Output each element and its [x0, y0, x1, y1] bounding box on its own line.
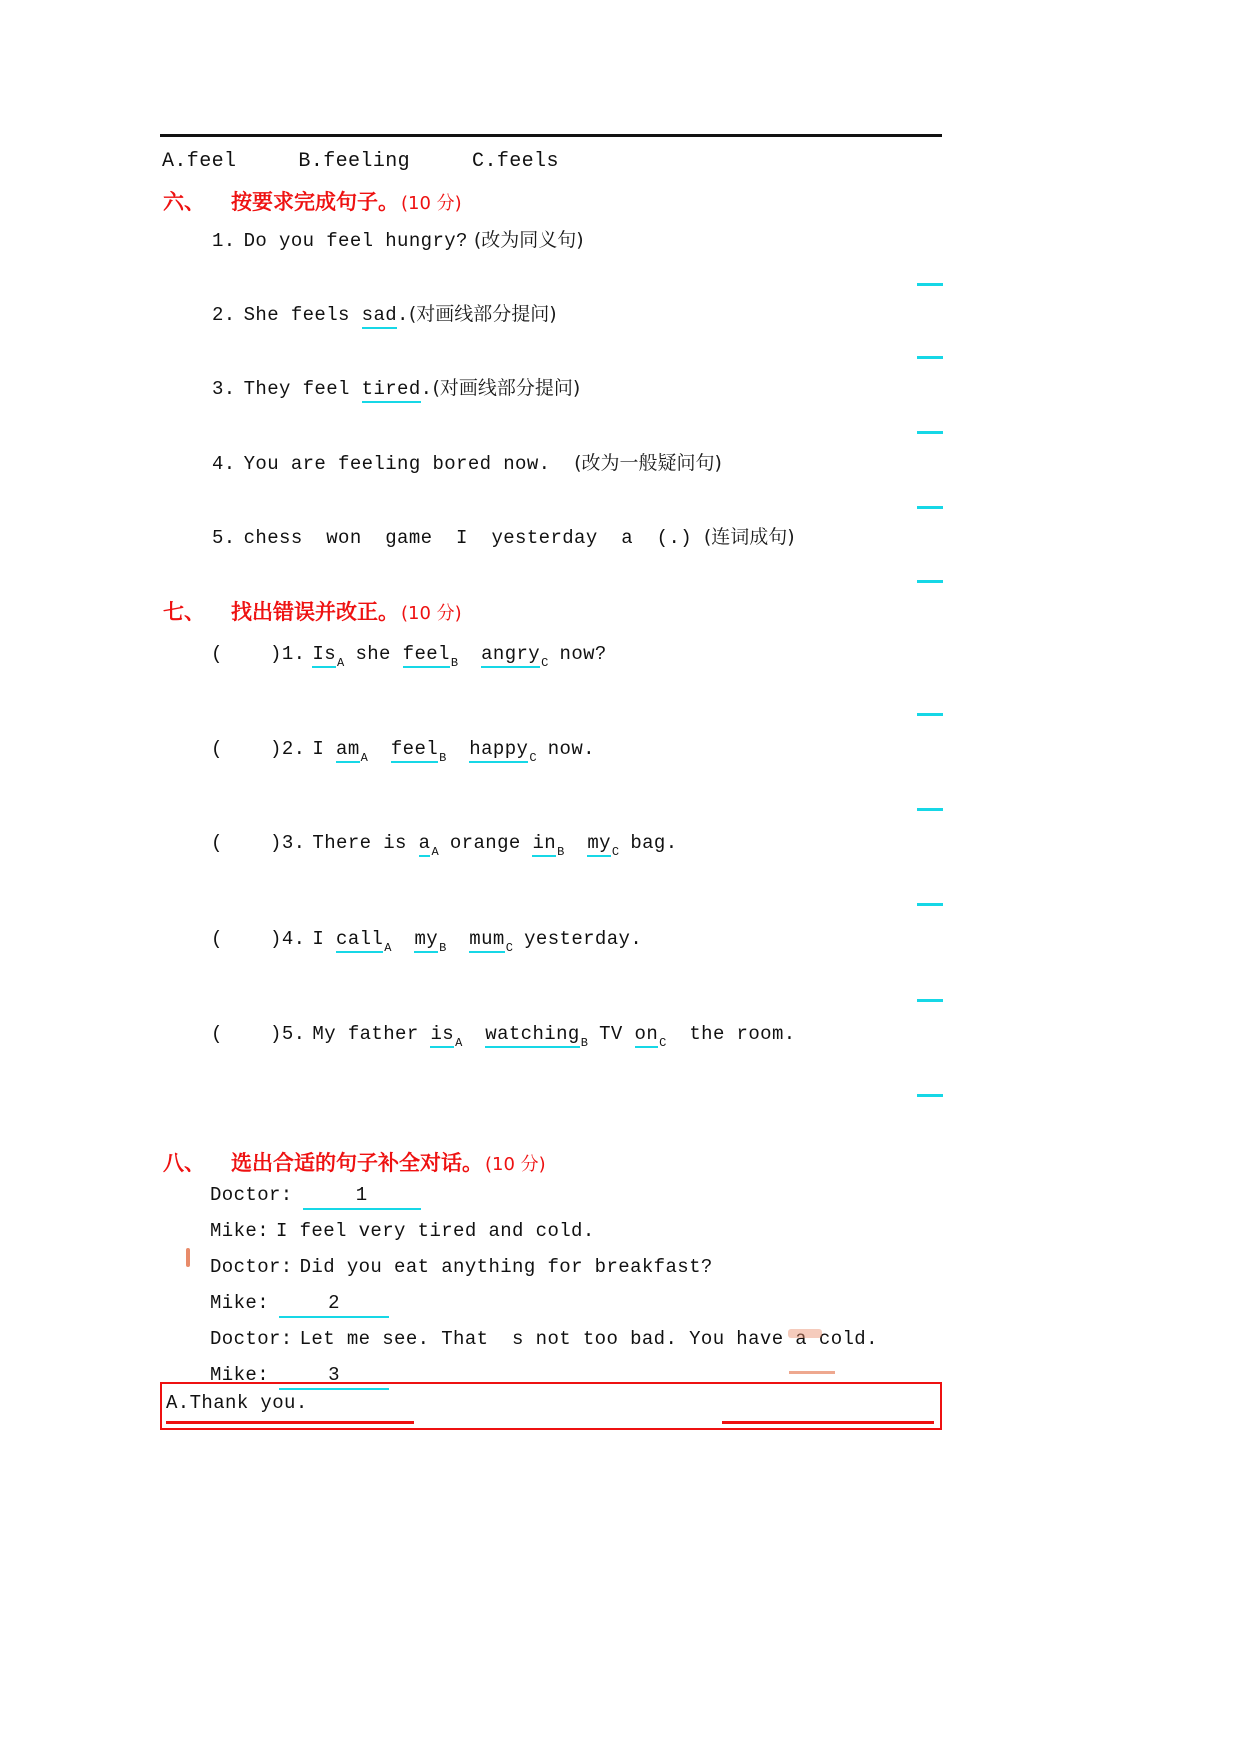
- choice-label: A.: [166, 1392, 190, 1414]
- question-hint: (改为一般疑问句): [574, 452, 722, 474]
- question-text-tail: .: [397, 304, 409, 326]
- question-hint: (对画线部分提问): [432, 377, 581, 399]
- choice-a[interactable]: $Is_A$: [312, 643, 345, 670]
- section-six-number: 六、: [163, 190, 205, 214]
- answer-dash: [917, 283, 943, 286]
- section-eight-number: 八、: [163, 1151, 205, 1175]
- previous-question-options: A.feel B.feeling C.feels: [162, 150, 559, 173]
- section-seven-question-2: [211, 738, 595, 763]
- answer-dash: [917, 356, 943, 359]
- answer-dash: [917, 713, 943, 716]
- dialogue-speaker: Doctor:: [210, 1256, 293, 1278]
- answer-bracket[interactable]: ( ): [211, 1023, 282, 1045]
- question-number: 4.: [281, 928, 306, 950]
- underlined-word: sad: [362, 306, 397, 329]
- dialogue-line-3: [210, 1256, 713, 1278]
- section-seven-question-4: [211, 928, 642, 953]
- question-hint: (连词成句): [703, 526, 795, 548]
- scan-artifact: [186, 1248, 190, 1267]
- dialogue-line-2: [210, 1220, 595, 1242]
- dialogue-speaker: Mike:: [210, 1292, 270, 1314]
- answer-dash: [917, 999, 943, 1002]
- choice-c[interactable]: $on_C$: [634, 1023, 667, 1050]
- section-six-question-2: [212, 299, 557, 329]
- question-text-tail: .: [420, 378, 433, 400]
- question-text: You are feeling bored now.: [243, 453, 575, 475]
- choice-a[interactable]: $am_A$: [336, 738, 369, 765]
- choice-c[interactable]: mum$_C$: [469, 928, 514, 955]
- choice-c[interactable]: $my_C$: [587, 832, 620, 859]
- question-number: 3.: [281, 832, 306, 854]
- answer-dash: [917, 1094, 943, 1097]
- choice-c[interactable]: happy$_C$: [469, 738, 537, 765]
- section-six-title: 按要求完成句子。: [231, 190, 399, 214]
- answer-dash: [917, 431, 943, 434]
- question-number: 3.: [212, 378, 236, 400]
- question-number: 5.: [281, 1023, 306, 1045]
- question-number: 5.: [212, 527, 236, 549]
- section-eight-heading: [163, 1147, 546, 1177]
- answer-dash: [917, 903, 943, 906]
- answer-bracket[interactable]: ( ): [211, 643, 282, 665]
- section-eight-points: (10 分): [485, 1154, 546, 1175]
- dialogue-line-5: [210, 1328, 878, 1350]
- section-seven-number: 七、: [163, 600, 205, 624]
- choice-b[interactable]: feel$_B$: [402, 643, 459, 670]
- question-body: My father $is_A$ watching$_B$ TV $on_C$ the room.: [312, 1023, 796, 1050]
- question-text: Do you feel hungry?: [243, 230, 468, 252]
- dialogue-speaker: Mike:: [210, 1220, 270, 1242]
- section-seven-question-3: [211, 832, 678, 857]
- choice-row-underline-right: [722, 1421, 934, 1424]
- dialogue-text: I feel very tired and cold.: [276, 1220, 595, 1242]
- dialogue-blank-1[interactable]: 1: [303, 1184, 421, 1210]
- section-seven-heading: [163, 596, 462, 626]
- dialogue-speaker: Doctor:: [210, 1328, 293, 1350]
- question-body: $Is_A$ she feel$_B$ angry$_C$ now?: [312, 643, 607, 670]
- dialogue-text: Let me see. That s not too bad. You have a cold.: [299, 1328, 878, 1350]
- choice-a[interactable]: $a_A$: [418, 832, 440, 859]
- question-body: There is $a_A$ orange $in_B$ $my_C$ bag.: [312, 832, 678, 859]
- question-body: I $am_A$ feel$_B$ happy$_C$ now.: [312, 738, 595, 765]
- answer-bracket[interactable]: ( ): [211, 928, 282, 950]
- answer-dash: [917, 808, 943, 811]
- question-number: 2.: [212, 304, 236, 326]
- choice-b[interactable]: $in_B$: [532, 832, 565, 859]
- question-number: 2.: [281, 738, 306, 760]
- section-six-question-4: [212, 448, 722, 475]
- answer-dash: [917, 580, 943, 583]
- section-six-question-1: [212, 225, 584, 252]
- scan-artifact: [788, 1329, 822, 1338]
- scan-artifact: [789, 1371, 835, 1374]
- section-six-question-5: [212, 522, 795, 549]
- dialogue-blank-3[interactable]: 3: [279, 1364, 389, 1390]
- question-number: 1.: [281, 643, 306, 665]
- dialogue-line-1: [210, 1184, 421, 1210]
- question-hint: (对画线部分提问): [408, 303, 557, 325]
- section-seven-question-5: [211, 1023, 796, 1048]
- section-seven-title: 找出错误并改正。: [231, 600, 399, 624]
- question-number: 4.: [212, 453, 236, 475]
- choice-b[interactable]: watching$_B$: [485, 1023, 589, 1050]
- choice-a-underline: [166, 1421, 414, 1424]
- dialogue-speaker: Doctor:: [210, 1184, 293, 1206]
- section-eight-title: 选出合适的句子补全对话。: [231, 1151, 483, 1175]
- header-rule: [160, 134, 942, 137]
- choice-a[interactable]: call$_A$: [336, 928, 392, 955]
- answer-bracket[interactable]: ( ): [211, 738, 282, 760]
- answer-bracket[interactable]: ( ): [211, 832, 282, 854]
- section-six-question-3: [212, 373, 580, 403]
- question-number: 1.: [212, 230, 236, 252]
- section-six-heading: [163, 186, 462, 216]
- choice-text: Thank you.: [189, 1392, 308, 1414]
- section-seven-question-1: [211, 643, 607, 668]
- choice-b[interactable]: $my_B$: [414, 928, 447, 955]
- answer-choice-a[interactable]: [166, 1392, 308, 1414]
- question-body: I call$_A$ $my_B$ mum$_C$ yesterday.: [312, 928, 643, 955]
- underlined-word: tired: [362, 380, 421, 403]
- choice-a[interactable]: $is_A$: [430, 1023, 463, 1050]
- dialogue-line-4: [210, 1292, 389, 1318]
- choice-c[interactable]: angry$_C$: [481, 643, 549, 670]
- section-six-points: (10 分): [401, 193, 462, 214]
- question-hint: (改为同义句): [473, 229, 584, 251]
- dialogue-speaker: Mike:: [210, 1364, 270, 1386]
- question-text: They feel: [243, 378, 362, 400]
- question-text: She feels: [243, 304, 362, 326]
- question-text: chess won game I yesterday a (.): [243, 527, 704, 549]
- choice-b[interactable]: feel$_B$: [390, 738, 447, 765]
- answer-dash: [917, 506, 943, 509]
- section-seven-points: (10 分): [401, 603, 462, 624]
- dialogue-blank-2[interactable]: 2: [279, 1292, 389, 1318]
- dialogue-text: Did you eat anything for breakfast?: [299, 1256, 713, 1278]
